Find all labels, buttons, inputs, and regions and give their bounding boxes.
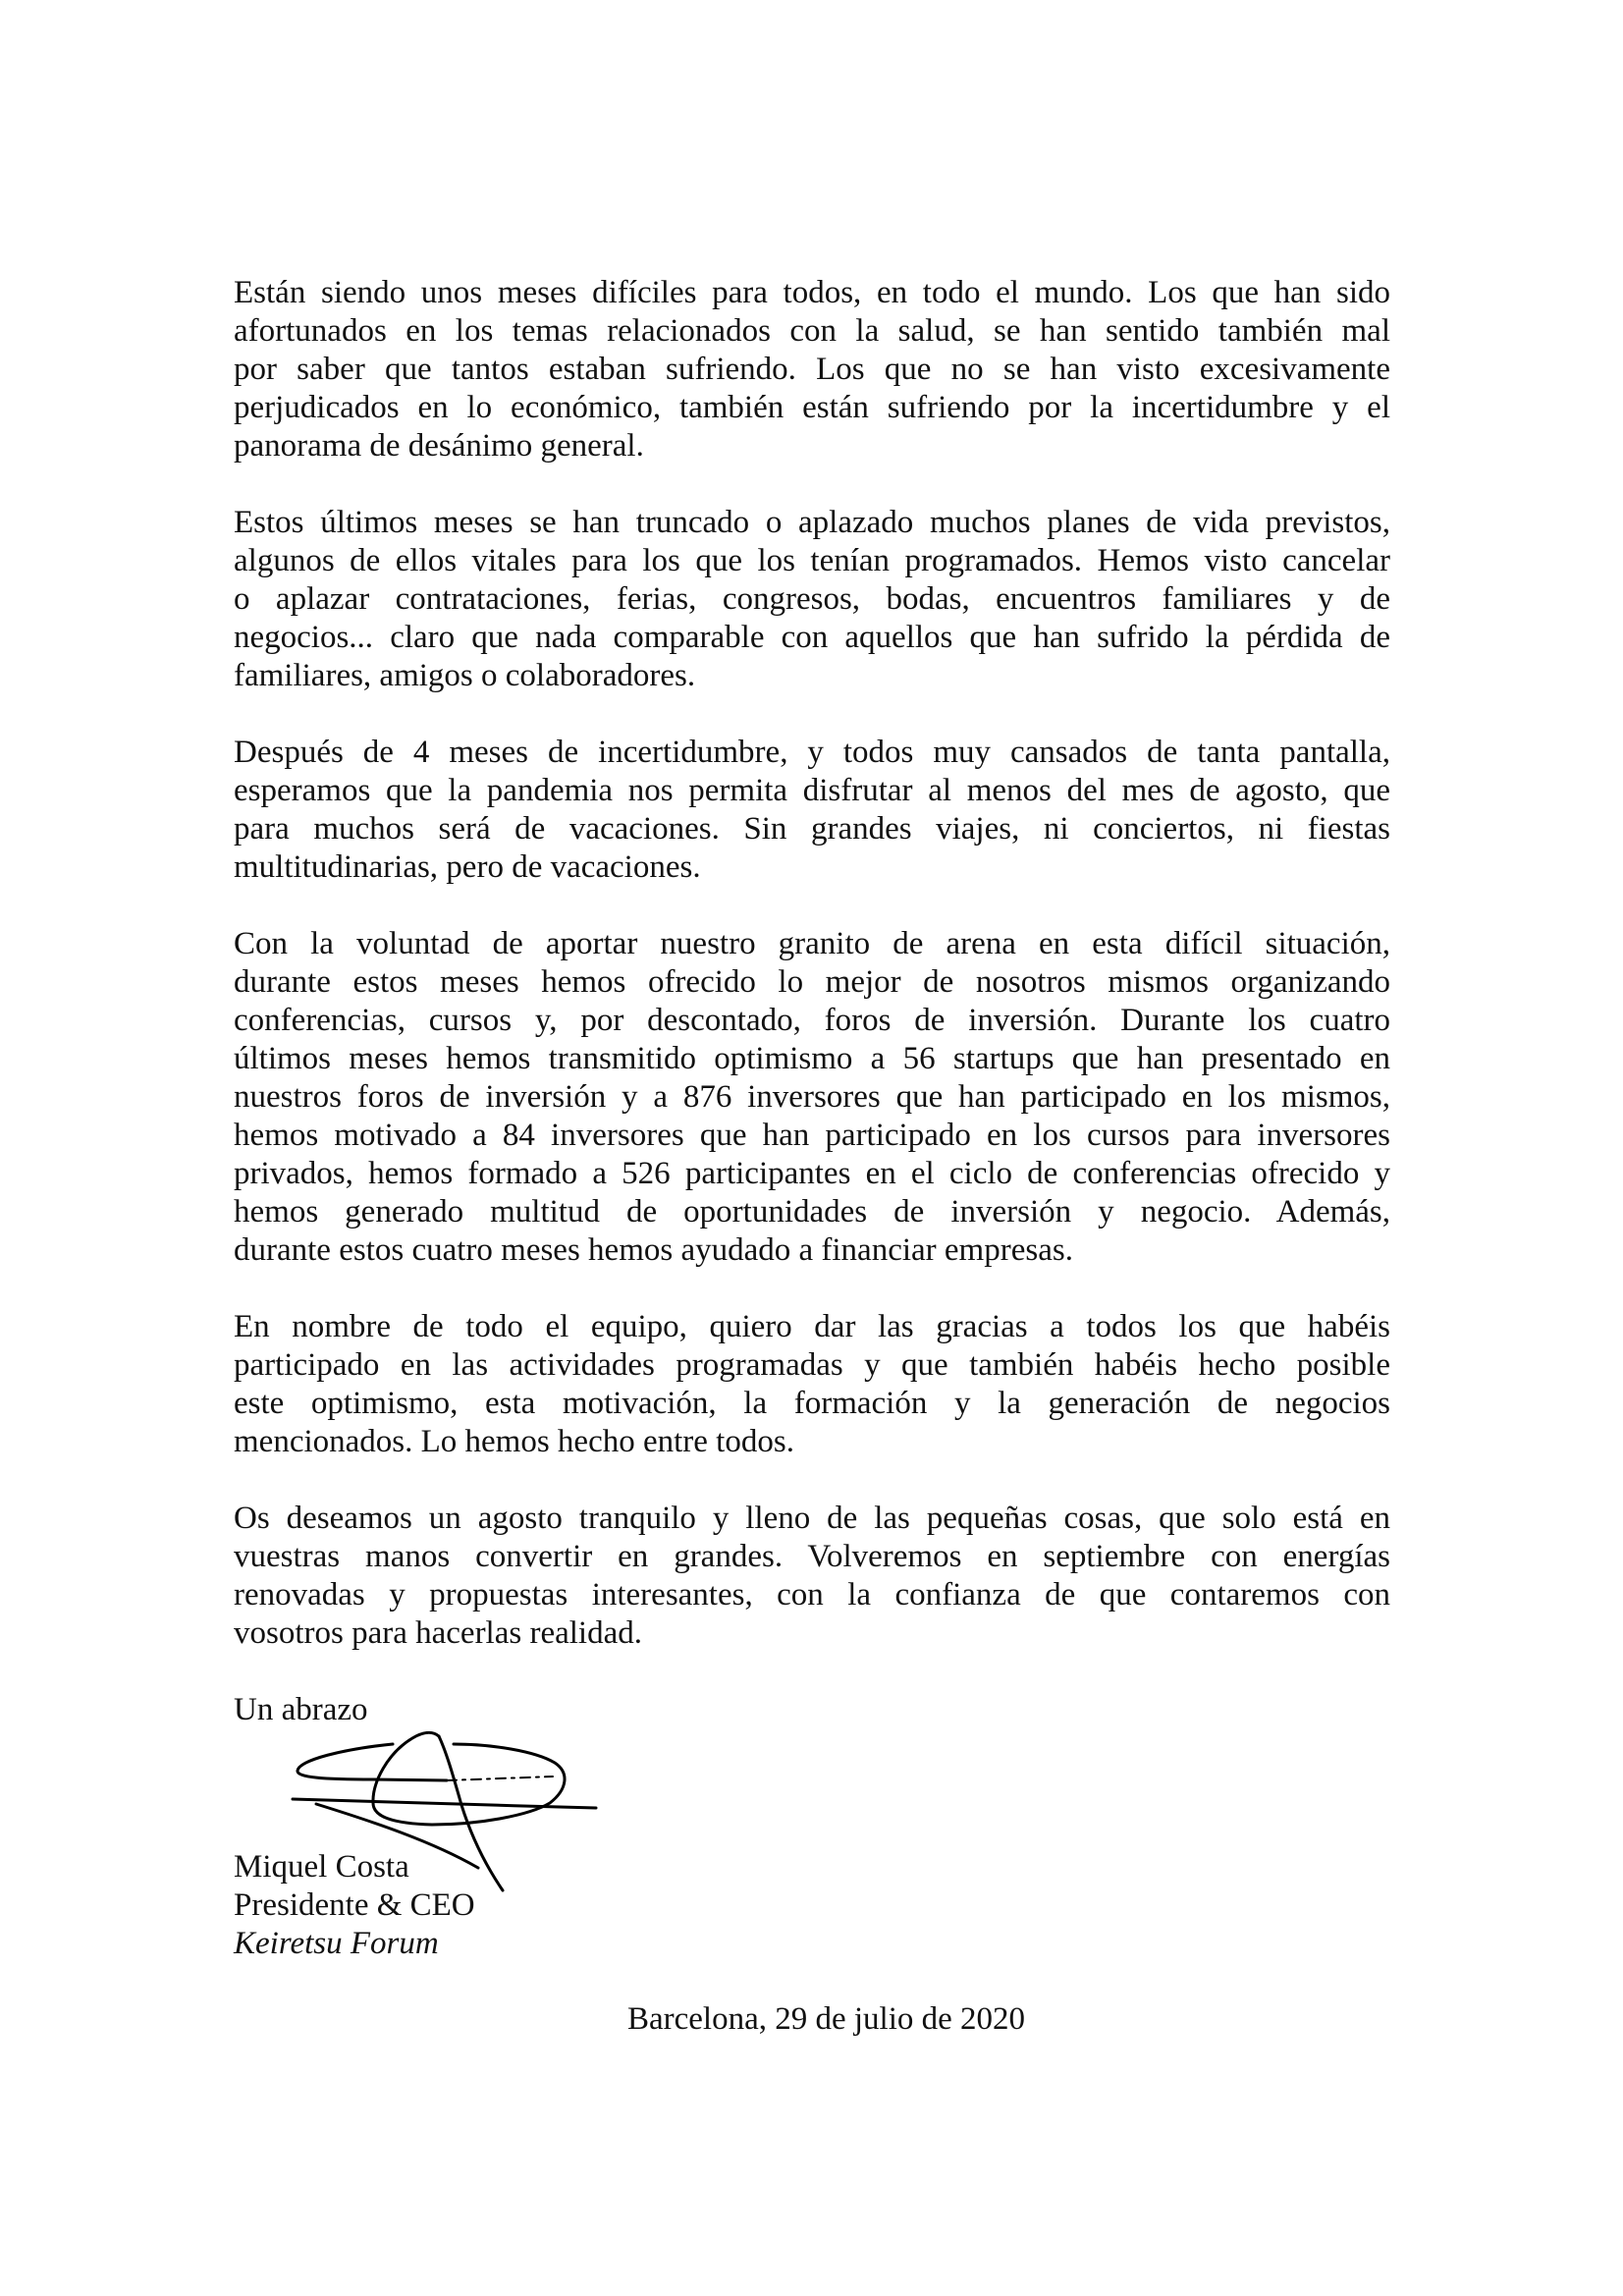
- text-line: panorama de desánimo general.: [234, 428, 644, 464]
- text-line: conferencias, cursos y, por descontado, foros de inversión. Durante los cuatro: [234, 1003, 1390, 1038]
- text-line: Con la voluntad de aportar nuestro granito de arena en esta difícil situación,: [234, 926, 1390, 961]
- text-line: renovadas y propuestas interesantes, con la confianza de que contaremos con: [234, 1577, 1390, 1613]
- text-line: nuestros foros de inversión y a 876 inversores que han participado en los mismos,: [234, 1079, 1390, 1115]
- paragraph-5: [234, 1308, 1390, 1461]
- place-and-date: Barcelona, 29 de julio de 2020: [626, 2001, 1026, 2037]
- paragraph-4: [234, 925, 1390, 1270]
- text-line: o aplazar contrataciones, ferias, congresos, bodas, encuentros familiares y de: [234, 581, 1390, 617]
- text-line: vosotros para hacerlas realidad.: [234, 1615, 642, 1651]
- text-line: Estos últimos meses se han truncado o aplazado muchos planes de vida previstos,: [234, 505, 1390, 540]
- closing-salutation: Un abrazo: [234, 1692, 368, 1727]
- text-line: algunos de ellos vitales para los que los tenían programados. Hemos visto cancelar: [234, 543, 1390, 578]
- text-line: por saber que tantos estaban sufriendo. Los que no se han visto excesivamente: [234, 352, 1390, 387]
- text-line: perjudicados en lo económico, también están sufriendo por la incertidumbre y el: [234, 390, 1390, 425]
- text-line: Están siendo unos meses difíciles para todos, en todo el mundo. Los que han sido: [234, 275, 1390, 310]
- paragraph-1: [234, 274, 1390, 465]
- text-line: privados, hemos formado a 526 participantes en el ciclo de conferencias ofrecido y: [234, 1156, 1390, 1191]
- text-line: para muchos será de vacaciones. Sin grandes viajes, ni conciertos, ni fiestas: [234, 811, 1390, 847]
- signer-organization: Keiretsu Forum: [234, 1926, 439, 1961]
- text-line: afortunados en los temas relacionados con la salud, se han sentido también mal: [234, 313, 1390, 349]
- text-line: multitudinarias, pero de vacaciones.: [234, 849, 701, 885]
- signer-title: Presidente & CEO: [234, 1887, 475, 1923]
- paragraph-6: [234, 1500, 1390, 1653]
- text-line: negocios... claro que nada comparable con aquellos que han sufrido la pérdida de: [234, 620, 1390, 655]
- text-line: mencionados. Lo hemos hecho entre todos.: [234, 1424, 794, 1459]
- text-line: durante estos cuatro meses hemos ayudado a financiar empresas.: [234, 1232, 1073, 1268]
- text-line: familiares, amigos o colaboradores.: [234, 658, 696, 693]
- text-line: hemos generado multitud de oportunidades de inversión y negocio. Además,: [234, 1194, 1390, 1230]
- paragraph-3: [234, 734, 1390, 887]
- paragraph-2: [234, 504, 1390, 695]
- text-line: Después de 4 meses de incertidumbre, y todos muy cansados de tanta pantalla,: [234, 735, 1390, 770]
- text-line: durante estos meses hemos ofrecido lo mejor de nosotros mismos organizando: [234, 964, 1390, 1000]
- text-line: este optimismo, esta motivación, la formación y la generación de negocios: [234, 1386, 1390, 1421]
- text-line: participado en las actividades programadas y que también habéis hecho posible: [234, 1347, 1390, 1383]
- signer-name: Miquel Costa: [234, 1849, 409, 1885]
- letter-body: [234, 274, 1390, 1691]
- text-line: últimos meses hemos transmitido optimismo a 56 startups que han presentado en: [234, 1041, 1390, 1076]
- text-line: En nombre de todo el equipo, quiero dar las gracias a todos los que habéis: [234, 1309, 1390, 1344]
- text-line: hemos motivado a 84 inversores que han participado en los cursos para inversores: [234, 1118, 1390, 1153]
- text-line: vuestras manos convertir en grandes. Volveremos en septiembre con energías: [234, 1539, 1390, 1574]
- signer-block: [234, 1848, 475, 1963]
- text-line: esperamos que la pandemia nos permita disfrutar al menos del mes de agosto, que: [234, 773, 1390, 808]
- text-line: Os deseamos un agosto tranquilo y lleno de las pequeñas cosas, que solo está en: [234, 1501, 1390, 1536]
